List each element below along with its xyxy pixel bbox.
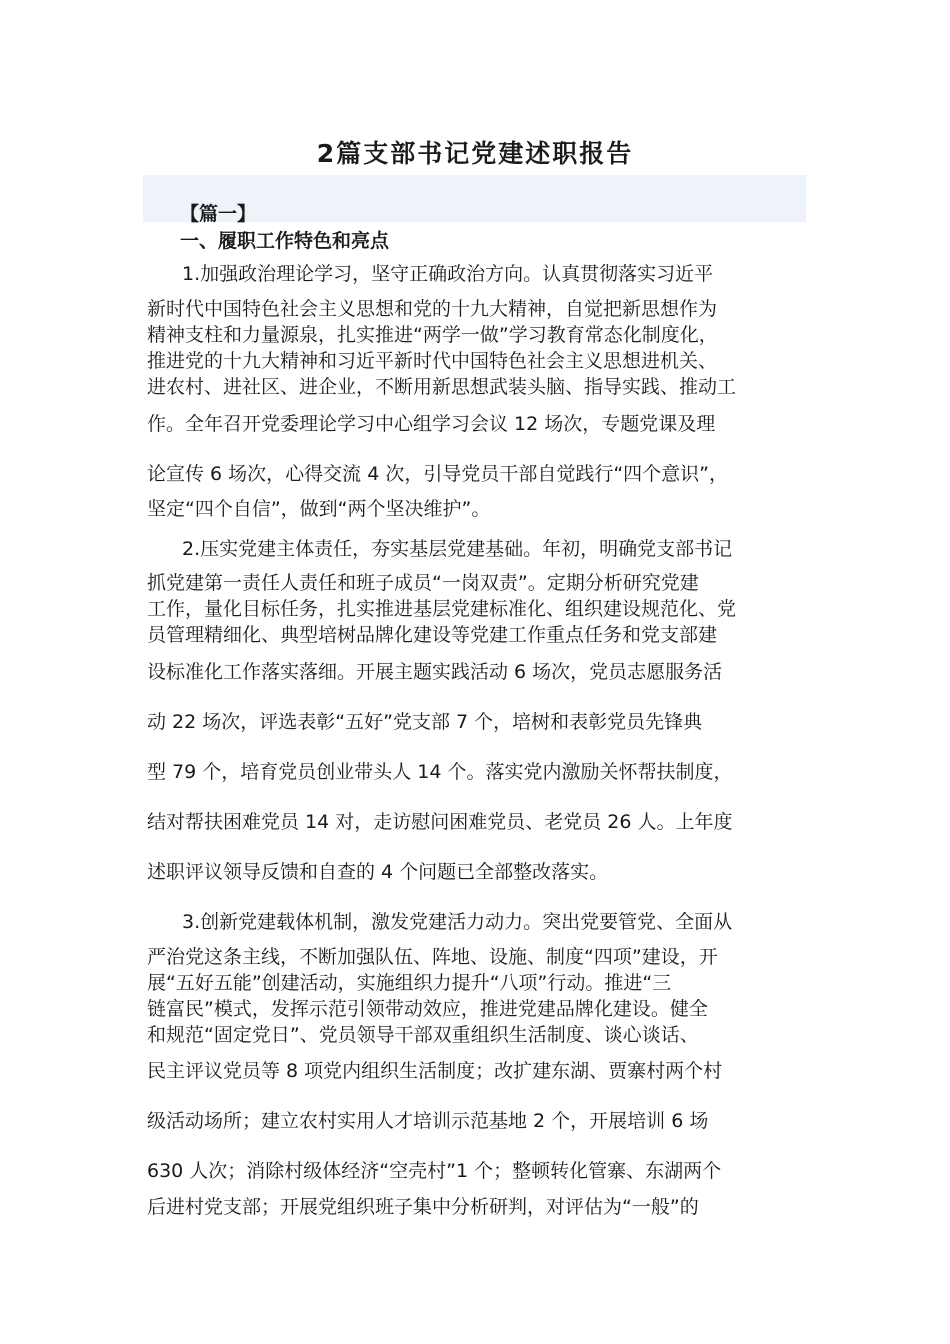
paragraph-line: 3.创新党建载体机制，激发党建活力动力。突出党要管党、全面从 xyxy=(182,911,733,933)
paragraph-line: 工作，量化目标任务，扎实推进基层党建标准化、组织建设规范化、党 xyxy=(147,598,737,620)
paragraph-line: 630 人次；消除村级体经济“空壳村”1 个；整顿转化管寨、东湖两个 xyxy=(147,1160,722,1182)
paragraph-line: 展“五好五能”创建活动，实施组织力提升“八项”行动。推进“三 xyxy=(147,972,672,994)
paragraph-line: 后进村党支部；开展党组织班子集中分析研判，对评估为“一般”的 xyxy=(147,1196,699,1218)
paragraph-line: 2.压实党建主体责任，夯实基层党建基础。年初，明确党支部书记 xyxy=(182,538,733,560)
paragraph-line: 民主评议党员等 8 项党内组织生活制度；改扩建东湖、贾寨村两个村 xyxy=(147,1060,723,1082)
paragraph-line: 1.加强政治理论学习，坚守正确政治方向。认真贯彻落实习近平 xyxy=(182,263,714,285)
paragraph-line: 链富民”模式，发挥示范引领带动效应，推进党建品牌化建设。健全 xyxy=(147,998,708,1020)
paragraph-line: 论宣传 6 场次，心得交流 4 次，引导党员干部自觉践行“四个意识”， xyxy=(147,463,729,485)
paragraph-line: 推进党的十九大精神和习近平新时代中国特色社会主义思想进机关、 xyxy=(147,350,718,372)
paragraph-line: 严治党这条主线，不断加强队伍、阵地、设施、制度“四项”建设，开 xyxy=(147,946,718,968)
paragraph-line: 员管理精细化、典型培树品牌化建设等党建工作重点任务和党支部建 xyxy=(147,624,718,646)
paragraph-line: 和规范“固定党日”、党员领导干部双重组织生活制度、谈心谈话、 xyxy=(147,1024,699,1046)
section-label: 【篇一】 xyxy=(180,203,257,225)
paragraph-line: 坚定“四个自信”，做到“两个坚决维护”。 xyxy=(147,498,491,520)
paragraph-line: 进农村、进社区、进企业，不断用新思想武装头脑、指导实践、推动工 xyxy=(147,376,737,398)
paragraph-line: 级活动场所；建立农村实用人才培训示范基地 2 个，开展培训 6 场 xyxy=(147,1110,709,1132)
section-heading: 一、履职工作特色和亮点 xyxy=(180,230,390,252)
paragraph-line: 抓党建第一责任人责任和班子成员“一岗双责”。定期分析研究党建 xyxy=(147,572,699,594)
paragraph-line: 精神支柱和力量源泉，扎实推进“两学一做”学习教育常态化制度化， xyxy=(147,324,718,346)
paragraph-line: 述职评议领导反馈和自查的 4 个问题已全部整改落实。 xyxy=(147,861,609,883)
paragraph-line: 作。全年召开党委理论学习中心组学习会议 12 场次，专题党课及理 xyxy=(147,413,716,435)
paragraph-line: 结对帮扶困难党员 14 对，走访慰问困难党员、老党员 26 人。上年度 xyxy=(147,811,733,833)
paragraph-line: 型 79 个，培育党员创业带头人 14 个。落实党内激励关怀帮扶制度， xyxy=(147,761,733,783)
paragraph-line: 设标准化工作落实落细。开展主题实践活动 6 场次，党员志愿服务活 xyxy=(147,661,723,683)
paragraph-line: 新时代中国特色社会主义思想和党的十九大精神，自觉把新思想作为 xyxy=(147,298,718,320)
paragraph-line: 动 22 场次，评选表彰“五好”党支部 7 个，培树和表彰党员先锋典 xyxy=(147,711,703,733)
document-title: 2篇支部书记党建述职报告 xyxy=(316,139,634,168)
